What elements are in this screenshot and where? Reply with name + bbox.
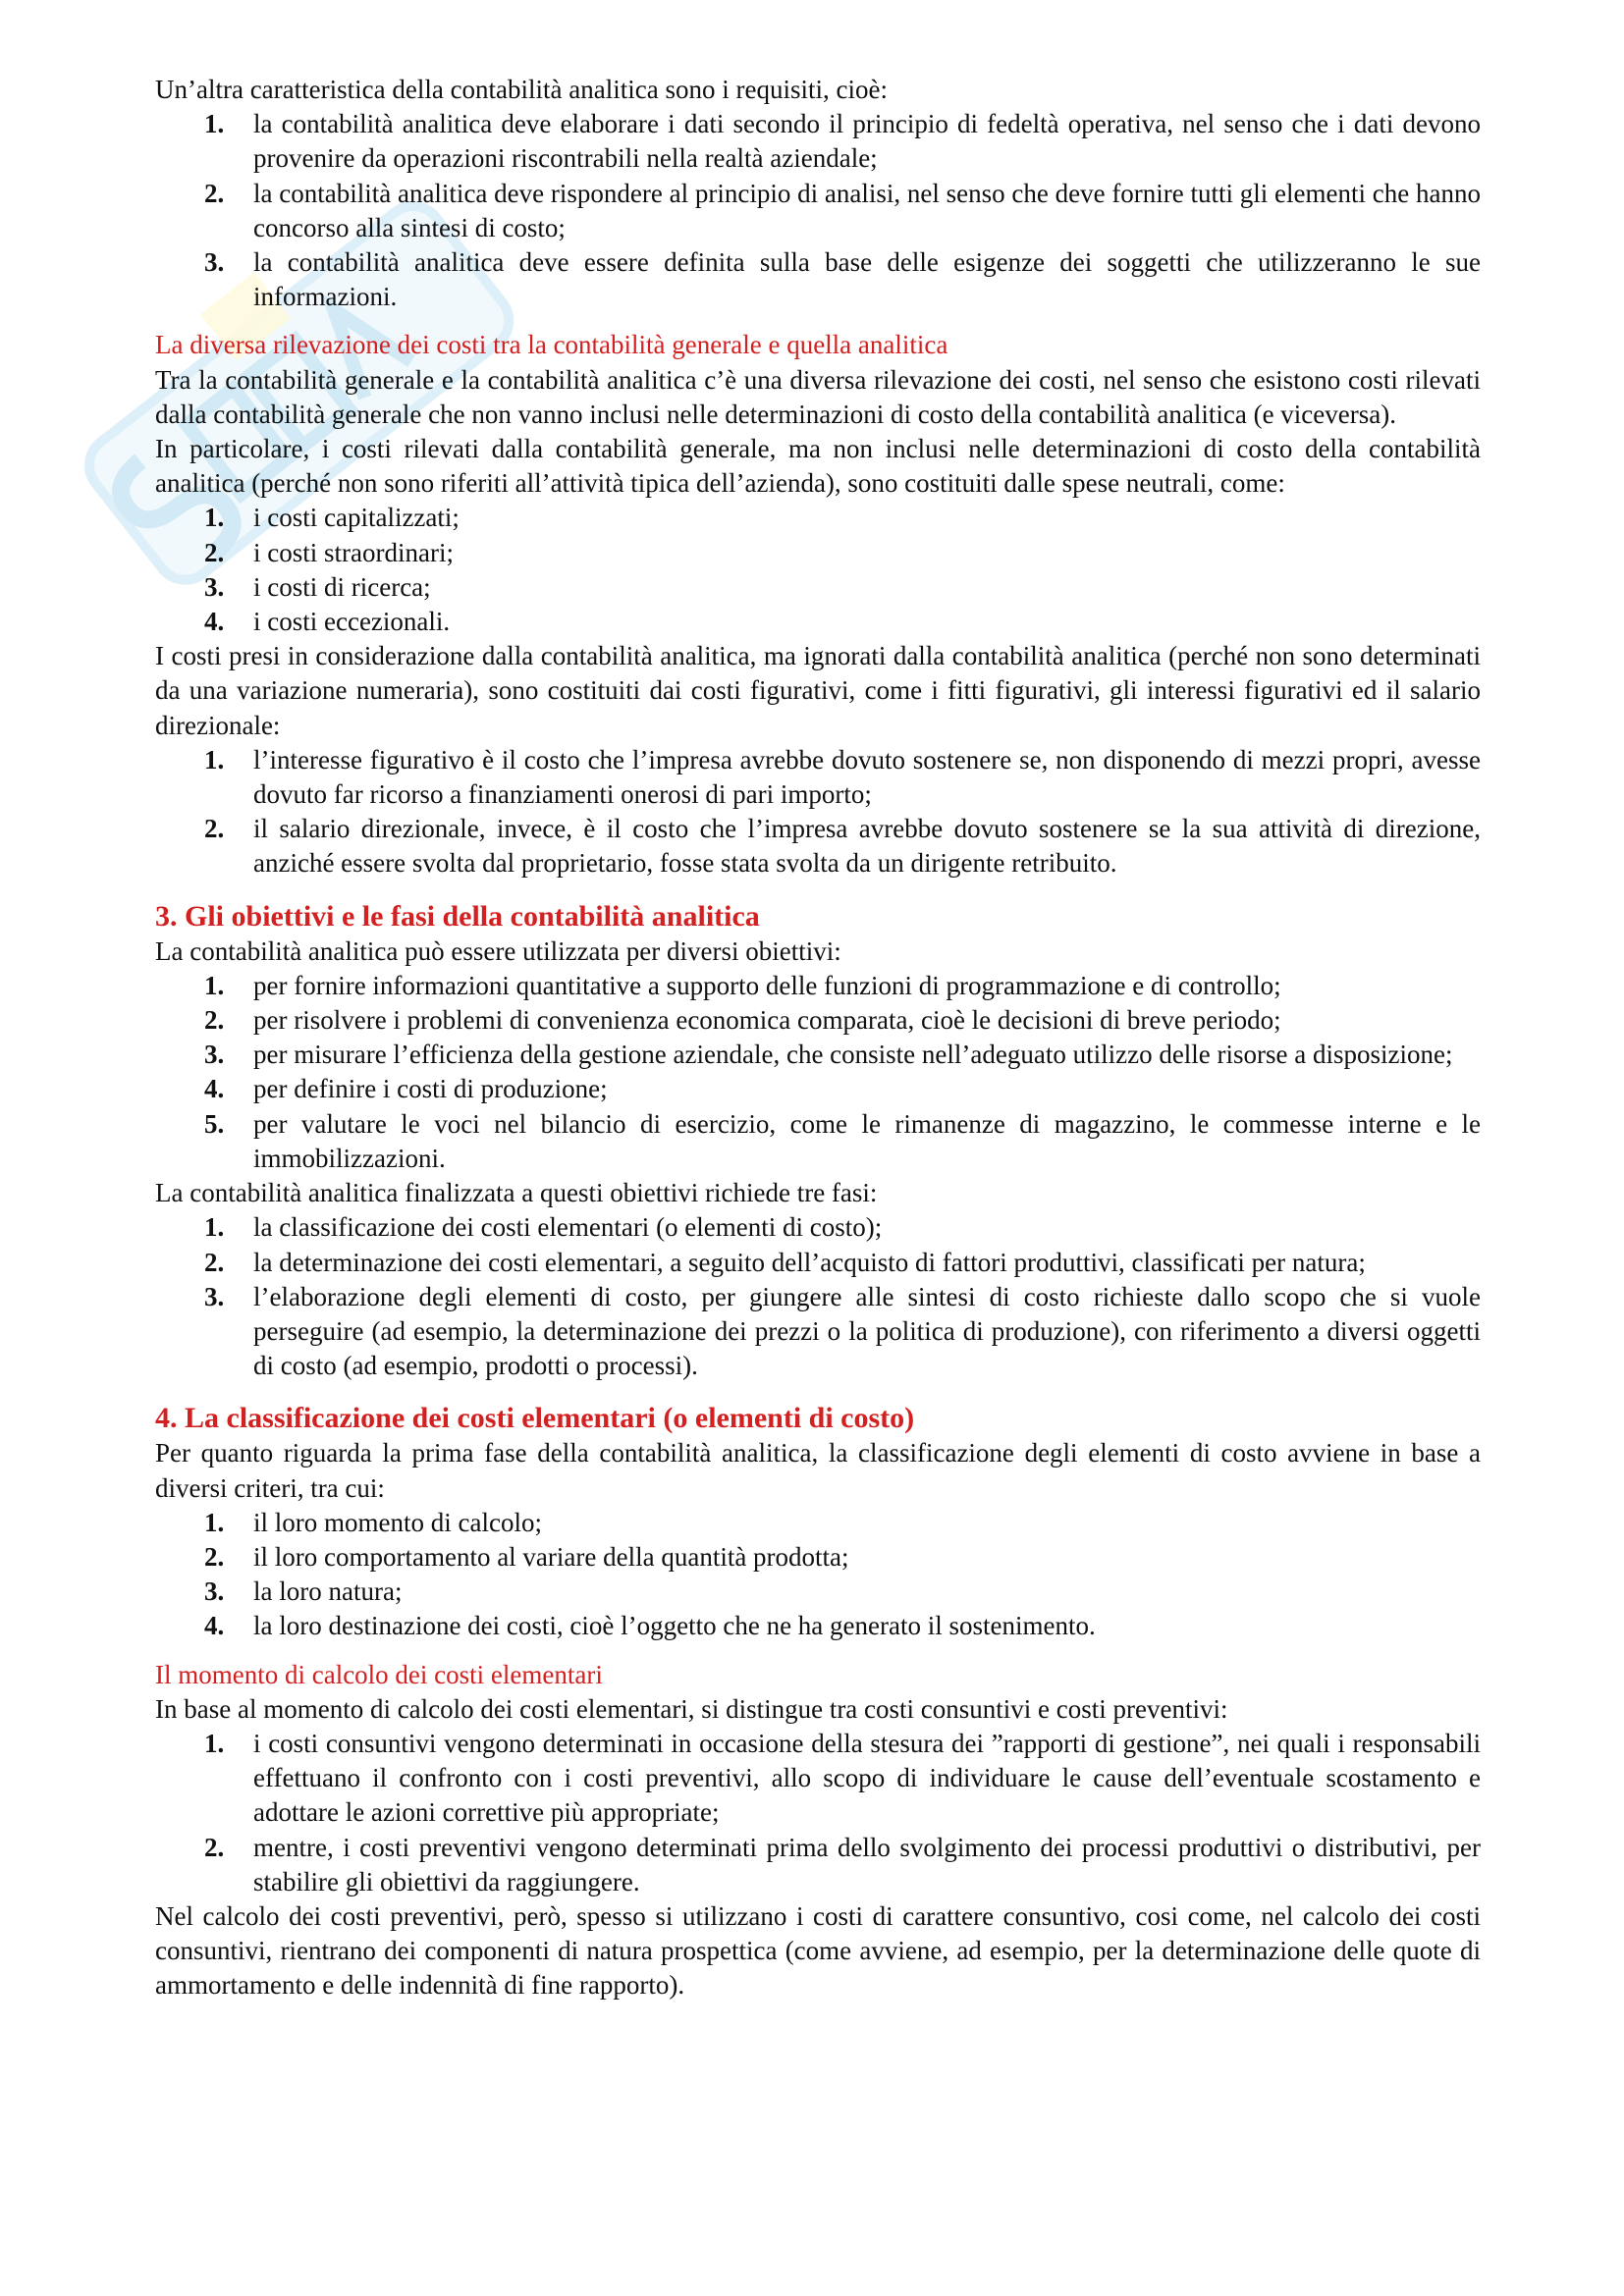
list-item: 3. l’elaborazione degli elementi di costo, per giungere alle sintesi di costo richieste dallo scopo che si vuole perseguire (ad esempio, la determinazione dei prezzi o la politica di produzione), con riferimento a diversi oggetti di costo (ad esempio, prodotti o processi). <box>204 1281 1481 1381</box>
list-item: 2. il loro comportamento al variare della quantità prodotta; <box>204 1541 849 1572</box>
spese-neutrali-list <box>155 501 1481 639</box>
list-item: 4. per definire i costi di produzione; <box>204 1074 608 1104</box>
paragraph: Tra la contabilità generale e la contabilità analitica c’è una diversa rilevazione dei costi, nel senso che esistono costi rilevati dalla contabilità generale che non vanno inclusi nelle determinazioni di costo della contabilità analitica (e viceversa). <box>155 364 1481 429</box>
paragraph: In particolare, i costi rilevati dalla contabilità generale, ma non inclusi nelle determinazioni di costo della contabilità analitica (perché non sono riferiti all’attività tipica dell’azienda), sono costituiti dalle spese neutrali, come: <box>155 434 1481 499</box>
obiettivi-list <box>155 969 1481 1176</box>
list-item: 1. per fornire informazioni quantitative a supporto delle funzioni di programmazione e di controllo; <box>204 970 1281 1000</box>
fasi-list <box>155 1210 1481 1383</box>
paragraph: Nel calcolo dei costi preventivi, però, spesso si utilizzano i costi di carattere consuntivo, cosi come, nel calcolo dei costi consuntivi, rientrano dei componenti di natura prospettica (come avviene, ad esempio, per la determinazione delle quote di ammortamento e delle indennità di fine rapporto). <box>155 1900 1481 2001</box>
section-heading-4: 4. La classificazione dei costi elementari (o elementi di costo) <box>155 1402 915 1435</box>
list-item: 1. la classificazione dei costi elementari (o elementi di costo); <box>204 1212 883 1243</box>
list-item: 3. i costi di ricerca; <box>204 571 431 602</box>
paragraph: I costi presi in considerazione dalla contabilità analitica, ma ignorati dalla contabilità analitica (perché non sono determinati da una variazione numeraria), sono costituiti dai costi figurativi, come i fitti figurativi, gli interessi figurativi ed il salario direzionale: <box>155 641 1481 740</box>
costi-figurativi-list <box>155 743 1481 881</box>
list-item: 1. la contabilità analitica deve elaborare i dati secondo il principio di fedeltà operativa, nel senso che i dati devono provenire da operazioni riscontrabili nella realtà aziendale; <box>204 109 1481 174</box>
subheading-momento-calcolo: Il momento di calcolo dei costi elementari <box>155 1659 603 1689</box>
criteri-list <box>155 1506 1481 1644</box>
list-item: 2. la determinazione dei costi elementari, a seguito dell’acquisto di fattori produttivi, classificati per natura; <box>204 1247 1366 1277</box>
list-item: 4. i costi eccezionali. <box>204 607 451 637</box>
paragraph: In base al momento di calcolo dei costi elementari, si distingue tra costi consuntivi e costi preventivi: <box>155 1693 1228 1724</box>
subheading-rilevazione: La diversa rilevazione dei costi tra la contabilità generale e quella analitica <box>155 330 948 360</box>
paragraph: La contabilità analitica può essere utilizzata per diversi obiettivi: <box>155 935 841 966</box>
list-item: 1. l’interesse figurativo è il costo che l’impresa avrebbe dovuto sostenere se, non disponendo di mezzi propri, avesse dovuto far ricorso a finanziamenti onerosi di pari importo; <box>204 744 1481 810</box>
list-item: 2. la contabilità analitica deve rispondere al principio di analisi, nel senso che deve fornire tutti gli elementi che hanno concorso alla sintesi di costo; <box>204 178 1481 242</box>
list-item: 2. mentre, i costi preventivi vengono determinati prima dello svolgimento dei processi produttivi o distributivi, per stabilire gli obiettivi da raggiungere. <box>204 1832 1481 1896</box>
intro-paragraph: Un’altra caratteristica della contabilità analitica sono i requisiti, cioè: <box>155 75 888 104</box>
list-item: 1. i costi capitalizzati; <box>204 503 460 533</box>
document-page <box>155 73 1481 2003</box>
list-item: 1. il loro momento di calcolo; <box>204 1507 542 1537</box>
paragraph: La contabilità analitica finalizzata a questi obiettivi richiede tre fasi: <box>155 1178 878 1208</box>
list-item: 2. il salario direzionale, invece, è il costo che l’impresa avrebbe dovuto sostenere se la sua attività di direzione, anziché essere svolta dal proprietario, fosse stata svolta da un dirigente retribuito. <box>204 814 1481 879</box>
section-heading-3: 3. Gli obiettivi e le fasi della contabilità analitica <box>155 899 760 933</box>
paragraph: Per quanto riguarda la prima fase della contabilità analitica, la classificazione degli elementi di costo avviene in base a diversi criteri, tra cui: <box>155 1438 1481 1503</box>
list-item: 3. la loro natura; <box>204 1576 403 1607</box>
list-item: 2. i costi straordinari; <box>204 537 454 567</box>
list-item: 4. la loro destinazione dei costi, cioè l’oggetto che ne ha generato il sostenimento. <box>204 1611 1096 1641</box>
list-item: 3. la contabilità analitica deve essere definita sulla base delle esigenze dei soggetti che utilizzeranno le sue informazioni. <box>204 247 1481 312</box>
list-item: 3. per misurare l’efficienza della gestione aziendale, che consiste nell’adeguato utilizzo delle risorse a disposizione; <box>204 1040 1453 1070</box>
list-item: 1. i costi consuntivi vengono determinati in occasione della stesura dei ”rapporti di gestione”, nei quali i responsabili effettuano il confronto con i costi preventivi, allo scopo di individuare le cause dell’eventuale scostamento e adottare le azioni correttive più appropriate; <box>204 1728 1481 1828</box>
list-item: 5. per valutare le voci nel bilancio di esercizio, come le rimanenze di magazzino, le commesse interne e le immobilizzazioni. <box>204 1108 1481 1173</box>
consuntivi-preventivi-list <box>155 1727 1481 1899</box>
requisiti-list <box>155 107 1481 314</box>
list-item: 2. per risolvere i problemi di convenienza economica comparata, cioè le decisioni di breve periodo; <box>204 1005 1281 1036</box>
